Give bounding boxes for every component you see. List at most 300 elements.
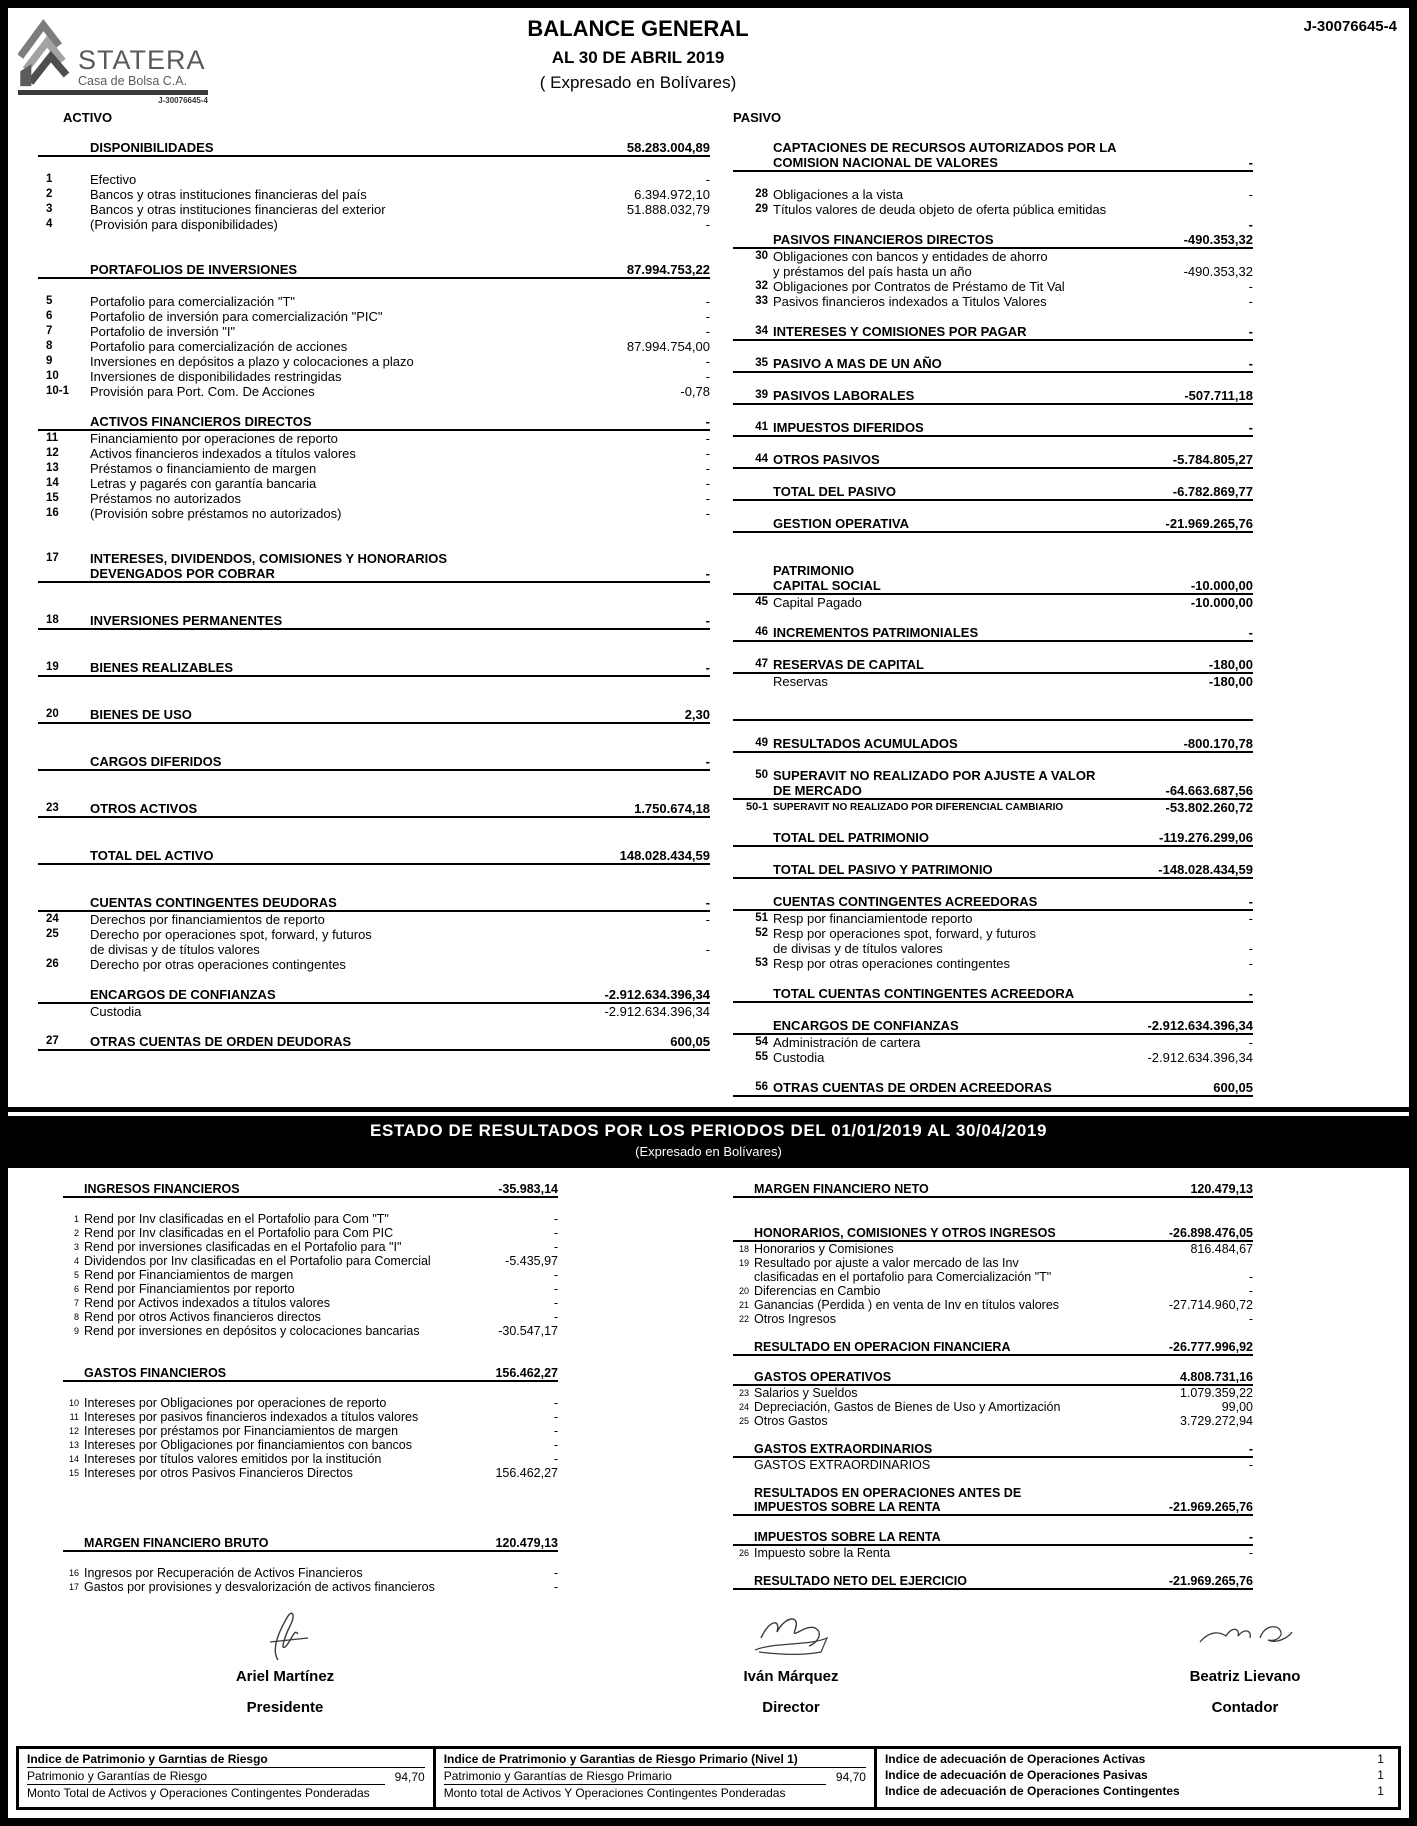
row-label: Ingresos por Recuperación de Activos Financieros (84, 1566, 363, 1580)
row-label: Obligaciones a la vista (773, 187, 904, 202)
row-label: Ganancias (Perdida ) en venta de Inv en títulos valores (754, 1298, 1060, 1312)
footer-indices-table (16, 1746, 1401, 1810)
row-number: 34 (755, 325, 768, 337)
section-row (38, 660, 710, 677)
row-label: OTROS ACTIVOS (90, 801, 198, 816)
section-row (733, 1486, 1253, 1516)
row-label: Derecho por otras operaciones contingentes (90, 957, 346, 972)
signature-block-director (631, 1608, 951, 1716)
item-row (63, 1226, 558, 1240)
report-date: AL 30 DE ABRIL 2019 (551, 48, 725, 67)
item-row (63, 1324, 558, 1338)
row-number: 25 (738, 1416, 749, 1426)
row-number: 50 (755, 769, 768, 781)
row-label: RESERVAS DE CAPITAL (773, 657, 924, 672)
row-value: - (705, 660, 710, 675)
banner-title: ESTADO DE RESULTADOS POR LOS PERIODOS DEL 01/01/2019 AL 30/04/2019 (370, 1121, 1047, 1140)
row-label: Resp por operaciones spot, forward, y futuros de divisas y de títulos valores (773, 926, 1037, 956)
row-label: Depreciación, Gastos de Bienes de Uso y Amortización (754, 1400, 1061, 1414)
item-row (733, 595, 1253, 610)
row-value: 120.479,13 (495, 1536, 558, 1550)
footer-metric-label: Patrimonio y Garantías de Riesgo Primario (443, 1769, 672, 1783)
signature-block-accountant (1085, 1608, 1405, 1716)
row-label: HONORARIOS, COMISIONES Y OTROS INGRESOS (754, 1226, 1056, 1240)
row-label: Provisión para Port. Com. De Acciones (90, 384, 315, 399)
row-value: -30.547,17 (498, 1324, 558, 1338)
item-row (733, 217, 1253, 232)
row-value: - (1248, 986, 1253, 1001)
row-number: 14 (68, 1454, 79, 1464)
row-label: Salarios y Sueldos (754, 1386, 858, 1400)
item-row (38, 461, 710, 476)
signatory-name: Beatriz Lievano (1189, 1668, 1301, 1685)
row-label: Rend por Inv clasificadas en el Portafolio para Com "T" (84, 1212, 389, 1226)
row-value: 3.729.272,94 (1180, 1414, 1253, 1428)
row-number: 8 (46, 340, 53, 352)
row-value: 1.079.359,22 (1180, 1386, 1253, 1400)
row-number: 28 (755, 188, 768, 200)
row-number: 51 (755, 912, 768, 924)
row-value: -119.276.299,06 (1159, 830, 1253, 845)
section-divider-rule (8, 1107, 1409, 1112)
footer-metric-row (885, 1783, 1390, 1799)
activo-column (38, 140, 710, 1097)
row-number: 20 (738, 1286, 749, 1296)
row-number: 13 (46, 462, 59, 474)
footer-cell-adecuacion (874, 1749, 1398, 1807)
row-number: 16 (46, 507, 59, 519)
row-number: 15 (46, 492, 59, 504)
row-number: 26 (46, 958, 59, 970)
footer-cell-title: Indice de Patrimonio y Garntias de Riesgo (27, 1751, 425, 1768)
row-label: Resp por financiamientode reporto (773, 911, 973, 926)
section-row (733, 1574, 1253, 1590)
row-label: Rend por Inv clasificadas en el Portafolio para Com PIC (84, 1226, 394, 1240)
row-label: Rend por Financiamientos por reporto (84, 1282, 295, 1296)
row-number: 30 (755, 250, 768, 262)
section-row (733, 625, 1253, 642)
row-value: -53.802.260,72 (1165, 800, 1253, 815)
item-row (38, 202, 710, 217)
row-value: -0,78 (680, 384, 710, 399)
item-row (63, 1282, 558, 1296)
row-label: Gastos por provisiones y desvalorización de activos financieros (84, 1580, 435, 1594)
row-value: -180,00 (1208, 657, 1253, 672)
footer-metric-label: Monto total de Activos Y Operaciones Contingentes Ponderadas (443, 1786, 786, 1800)
row-number: 5 (46, 295, 53, 307)
row-value: - (1248, 356, 1253, 371)
row-value: - (705, 309, 710, 324)
item-row (38, 369, 710, 384)
row-number: 3 (46, 203, 53, 215)
signatory-title: Director (762, 1699, 820, 1716)
item-row (733, 1458, 1253, 1472)
row-value: -27.714.960,72 (1168, 1298, 1253, 1312)
divider-row (733, 719, 1253, 721)
row-value: 2,30 (684, 707, 710, 722)
row-number: 56 (755, 1081, 768, 1093)
section-row (733, 1182, 1253, 1198)
row-number: 53 (755, 957, 768, 969)
row-number: 11 (46, 432, 59, 444)
item-row (63, 1466, 558, 1480)
row-label: ACTIVOS FINANCIEROS DIRECTOS (90, 414, 312, 429)
row-label: PASIVO A MAS DE UN AÑO (773, 356, 942, 371)
row-number: 6 (46, 310, 53, 322)
row-value: -5.435,97 (505, 1254, 558, 1268)
row-number: 11 (69, 1412, 79, 1422)
footer-metric-label: Monto Total de Activos y Operaciones Contingentes Ponderadas (27, 1786, 370, 1800)
item-row (38, 309, 710, 324)
footer-metric-label: Indice de adecuación de Operaciones Activas (884, 1752, 1146, 1766)
row-value: - (1248, 1458, 1253, 1472)
item-row (38, 324, 710, 339)
item-row (38, 172, 710, 187)
row-label: Préstamos o financiamiento de margen (90, 461, 317, 476)
row-label: RESULTADOS EN OPERACIONES ANTES DE IMPUESTOS SOBRE LA RENTA (754, 1486, 1022, 1514)
row-value: -21.969.265,76 (1168, 1574, 1253, 1588)
item-row (63, 1296, 558, 1310)
row-label: OTROS PASIVOS (773, 452, 880, 467)
row-number: 7 (73, 1298, 79, 1308)
row-number: 4 (73, 1256, 79, 1266)
row-label: Pasivos financieros indexados a Titulos Valores (773, 294, 1047, 309)
section-row (38, 262, 710, 279)
row-label: Administración de cartera (773, 1035, 921, 1050)
row-value: - (705, 476, 710, 491)
row-label: SUPERAVIT NO REALIZADO POR AJUSTE A VALOR DE MERCADO (773, 768, 1096, 798)
row-value: - (553, 1296, 558, 1310)
row-label: SUPERAVIT NO REALIZADO POR DIFERENCIAL CAMBIARIO (773, 802, 1064, 813)
section-row (38, 987, 710, 1004)
item-row (733, 294, 1253, 309)
row-number: 21 (738, 1300, 749, 1310)
section-row (63, 1182, 558, 1198)
income-right-column (733, 1182, 1253, 1594)
row-value: - (1248, 1530, 1253, 1544)
row-label: Obligaciones por Contratos de Préstamo de Tit Val (773, 279, 1065, 294)
footer-cell-patrimonio (19, 1749, 433, 1807)
row-number: 17 (46, 552, 59, 564)
item-row (38, 187, 710, 202)
row-value: - (553, 1268, 558, 1282)
row-label: TOTAL DEL ACTIVO (90, 848, 214, 863)
row-value: - (1248, 1284, 1253, 1298)
item-row (63, 1254, 558, 1268)
row-number: 10 (46, 370, 59, 382)
row-value: - (705, 506, 710, 521)
section-row (733, 657, 1253, 674)
item-row (63, 1438, 558, 1452)
row-label: Inversiones de disponibilidades restringidas (90, 369, 342, 384)
section-row (733, 1530, 1253, 1546)
row-number: 6 (73, 1284, 79, 1294)
item-row (733, 1256, 1253, 1284)
row-number: 45 (755, 596, 768, 608)
row-label: Financiamiento por operaciones de reporto (90, 431, 338, 446)
row-value: 600,05 (670, 1034, 710, 1049)
row-label: Intereses por préstamos por Financiamientos de margen (84, 1424, 399, 1438)
report-title: BALANCE GENERAL (527, 16, 749, 41)
row-label: Activos financieros indexados a títulos valores (90, 446, 356, 461)
logo-underline (18, 90, 208, 95)
row-value: - (705, 446, 710, 461)
row-value: - (705, 895, 710, 910)
item-row (38, 1004, 710, 1019)
row-value: - (1248, 155, 1253, 170)
row-value: -26.777.996,92 (1168, 1340, 1253, 1354)
row-label: Custodia (90, 1004, 142, 1019)
row-number: 7 (46, 325, 53, 337)
item-row (733, 1414, 1253, 1428)
row-label: Letras y pagarés con garantía bancaria (90, 476, 317, 491)
section-row (38, 895, 710, 912)
row-label: Rend por Financiamientos de margen (84, 1268, 294, 1282)
row-value: -10.000,00 (1190, 578, 1253, 593)
section-row (733, 1442, 1253, 1458)
signatory-name: Ariel Martínez (235, 1668, 335, 1685)
row-value: - (553, 1424, 558, 1438)
row-label: GASTOS EXTRAORDINARIOS (754, 1442, 933, 1456)
row-value: - (705, 912, 710, 927)
item-row (63, 1396, 558, 1410)
row-value: - (553, 1226, 558, 1240)
section-row (733, 484, 1253, 501)
report-currency-note: ( Expresado en Bolívares) (539, 73, 737, 92)
row-value: - (1248, 941, 1253, 956)
row-value: - (553, 1240, 558, 1254)
signatory-title: Presidente (246, 1699, 324, 1716)
footer-metric-value: 1 (1377, 1752, 1384, 1766)
row-label: Rend por inversiones en depósitos y colocaciones bancarias (84, 1324, 420, 1338)
row-number: 35 (755, 357, 768, 369)
row-label: INCREMENTOS PATRIMONIALES (773, 625, 979, 640)
item-row (733, 249, 1253, 279)
item-row (733, 202, 1253, 217)
row-value: -6.782.869,77 (1172, 484, 1253, 499)
row-label: Derecho por operaciones spot, forward, y futuros de divisas y de títulos valores (90, 927, 372, 957)
item-row (63, 1410, 558, 1424)
item-row (733, 911, 1253, 926)
row-value: -800.170,78 (1183, 736, 1253, 751)
row-label: TOTAL DEL PATRIMONIO (773, 830, 929, 845)
item-row (733, 1035, 1253, 1050)
row-label: Reservas (773, 674, 828, 689)
row-number: 8 (73, 1312, 79, 1322)
row-number: 15 (68, 1468, 79, 1478)
registry-number: J-30076645-4 (1303, 18, 1397, 35)
row-label: CARGOS DIFERIDOS (90, 754, 222, 769)
item-row (733, 1242, 1253, 1256)
row-number: 12 (68, 1426, 79, 1436)
section-row (38, 1034, 710, 1051)
row-label: Títulos valores de deuda objeto de oferta pública emitidas (773, 202, 1107, 217)
row-label: OTRAS CUENTAS DE ORDEN DEUDORAS (90, 1034, 352, 1049)
item-row (38, 217, 710, 232)
section-row (733, 986, 1253, 1003)
item-row (38, 294, 710, 309)
pasivo-column (733, 140, 1253, 1097)
row-label: Resultado por ajuste a valor mercado de las Inv clasificadas en el portafolio para Comercialización "T" (754, 1256, 1052, 1284)
row-value: -21.969.265,76 (1165, 516, 1253, 531)
row-value: 148.028.434,59 (619, 848, 710, 863)
footer-metric-label: Indice de adecuación de Operaciones Contingentes (884, 1784, 1180, 1798)
row-value: -2.912.634.396,34 (604, 987, 710, 1002)
section-row (733, 1370, 1253, 1386)
row-value: -507.711,18 (1184, 388, 1253, 403)
row-label: INTERESES Y COMISIONES POR PAGAR (773, 324, 1027, 339)
row-number: 24 (738, 1402, 749, 1412)
row-value: -2.912.634.396,34 (1147, 1018, 1253, 1033)
row-number: 23 (738, 1388, 749, 1398)
signatory-name: Iván Márquez (743, 1668, 839, 1685)
row-number: 4 (46, 218, 53, 230)
company-registry: J-30076645-4 (158, 96, 208, 105)
row-label: Honorarios y Comisiones (754, 1242, 894, 1256)
row-label: CUENTAS CONTINGENTES ACREEDORAS (773, 894, 1038, 909)
row-label: TOTAL CUENTAS CONTINGENTES ACREEDORA (773, 986, 1075, 1001)
item-row (38, 927, 710, 957)
footer-metric-label: Indice de adecuación de Operaciones Pasivas (884, 1768, 1148, 1782)
row-value: 156.462,27 (495, 1366, 558, 1380)
row-number: 19 (738, 1258, 749, 1268)
row-value: 51.888.032,79 (626, 202, 710, 217)
row-number: 1 (46, 173, 53, 185)
row-label: Impuesto sobre la Renta (754, 1546, 891, 1560)
row-value: -35.983,14 (498, 1182, 558, 1196)
signature-icon (1180, 1608, 1310, 1666)
banner-subtitle: (Expresado en Bolívares) (635, 1144, 782, 1159)
row-value: - (705, 324, 710, 339)
section-row (733, 830, 1253, 847)
row-number: 49 (755, 737, 768, 749)
row-label: PASIVOS LABORALES (773, 388, 915, 403)
section-row (38, 848, 710, 865)
item-row (63, 1268, 558, 1282)
row-number: 54 (755, 1036, 768, 1048)
footer-metric-row (885, 1751, 1390, 1767)
item-row (38, 476, 710, 491)
row-label: Préstamos no autorizados (90, 491, 242, 506)
row-number: 10 (68, 1398, 79, 1408)
item-row (38, 491, 710, 506)
item-row (38, 431, 710, 446)
row-value: -490.353,32 (1183, 264, 1253, 279)
pasivo-heading: PASIVO (733, 110, 782, 125)
row-label: PASIVOS FINANCIEROS DIRECTOS (773, 232, 994, 247)
item-row (733, 1386, 1253, 1400)
row-value: - (705, 613, 710, 628)
row-value: - (553, 1396, 558, 1410)
row-number: 13 (68, 1440, 79, 1450)
row-label: Rend por inversiones clasificadas en el Portafolio para "I" (84, 1240, 402, 1254)
row-value: - (1248, 187, 1253, 202)
row-value: 99,00 (1221, 1400, 1253, 1414)
section-row (63, 1366, 558, 1382)
activo-heading: ACTIVO (63, 110, 113, 125)
row-value: - (1248, 1442, 1253, 1456)
row-label: Custodia (773, 1050, 825, 1065)
row-number: 2 (46, 188, 53, 200)
row-label: Diferencias en Cambio (754, 1284, 881, 1298)
row-value: -148.028.434,59 (1158, 862, 1253, 877)
row-value: - (705, 754, 710, 769)
column-headings (8, 110, 1409, 128)
row-label: RESULTADO NETO DEL EJERCICIO (754, 1574, 967, 1588)
item-row (63, 1452, 558, 1466)
row-label: RESULTADO EN OPERACION FINANCIERA (754, 1340, 1011, 1354)
section-row (38, 754, 710, 771)
item-row (38, 912, 710, 927)
signature-block-president (125, 1608, 445, 1716)
section-row (38, 140, 710, 157)
row-label: TOTAL DEL PASIVO Y PATRIMONIO (773, 862, 993, 877)
row-label: Portafolio de inversión "I" (90, 324, 236, 339)
row-number: 32 (755, 280, 768, 292)
row-value: 58.283.004,89 (626, 140, 710, 155)
footer-metric-value: 1 (1377, 1784, 1384, 1798)
row-label: PORTAFOLIOS DE INVERSIONES (90, 262, 298, 277)
row-label: MARGEN FINANCIERO NETO (754, 1182, 929, 1196)
row-label: Intereses por pasivos financieros indexados a títulos valores (84, 1410, 419, 1424)
item-row (63, 1566, 558, 1580)
row-number: 9 (73, 1326, 79, 1336)
row-number: 10-1 (46, 385, 70, 397)
row-value: - (1248, 294, 1253, 309)
row-value: - (705, 461, 710, 476)
row-value: - (705, 217, 710, 232)
row-value: - (1248, 1270, 1253, 1284)
row-value: - (1248, 1035, 1253, 1050)
row-number: 16 (68, 1568, 79, 1578)
row-value: 156.462,27 (495, 1466, 558, 1480)
item-row (733, 800, 1253, 815)
footer-cell-title: Indice de Pratrimonio y Garantias de Riesgo Primario (Nivel 1) (444, 1751, 866, 1768)
row-label: CUENTAS CONTINGENTES DEUDORAS (90, 895, 337, 910)
row-number: 29 (755, 203, 768, 215)
row-value: - (705, 942, 710, 957)
row-value: - (705, 369, 710, 384)
section-row (63, 1536, 558, 1552)
row-number: 24 (46, 913, 59, 925)
row-number: 41 (755, 421, 768, 433)
section-row (733, 894, 1253, 911)
item-row (63, 1580, 558, 1594)
row-label: RESULTADOS ACUMULADOS (773, 736, 958, 751)
row-number: 22 (738, 1314, 749, 1324)
row-label: Capital Pagado (773, 595, 862, 610)
row-number: 25 (46, 928, 59, 940)
row-value: - (1248, 911, 1253, 926)
row-label: Inversiones en depósitos a plazo y colocaciones a plazo (90, 354, 414, 369)
row-value: -2.912.634.396,34 (604, 1004, 710, 1019)
row-number: 27 (46, 1035, 59, 1047)
row-number: 50-1 (745, 801, 768, 813)
row-value: - (553, 1282, 558, 1296)
item-row (733, 279, 1253, 294)
row-label: BIENES REALIZABLES (90, 660, 234, 675)
row-label: Rend por Activos indexados a títulos valores (84, 1296, 330, 1310)
section-row (733, 1340, 1253, 1356)
row-number: 18 (738, 1244, 749, 1254)
signatory-title: Contador (1211, 1699, 1279, 1716)
header (8, 8, 1409, 110)
row-value: - (705, 491, 710, 506)
row-value: - (705, 294, 710, 309)
row-value: 816.484,67 (1190, 1242, 1253, 1256)
item-row (63, 1424, 558, 1438)
row-number: 14 (46, 477, 59, 489)
